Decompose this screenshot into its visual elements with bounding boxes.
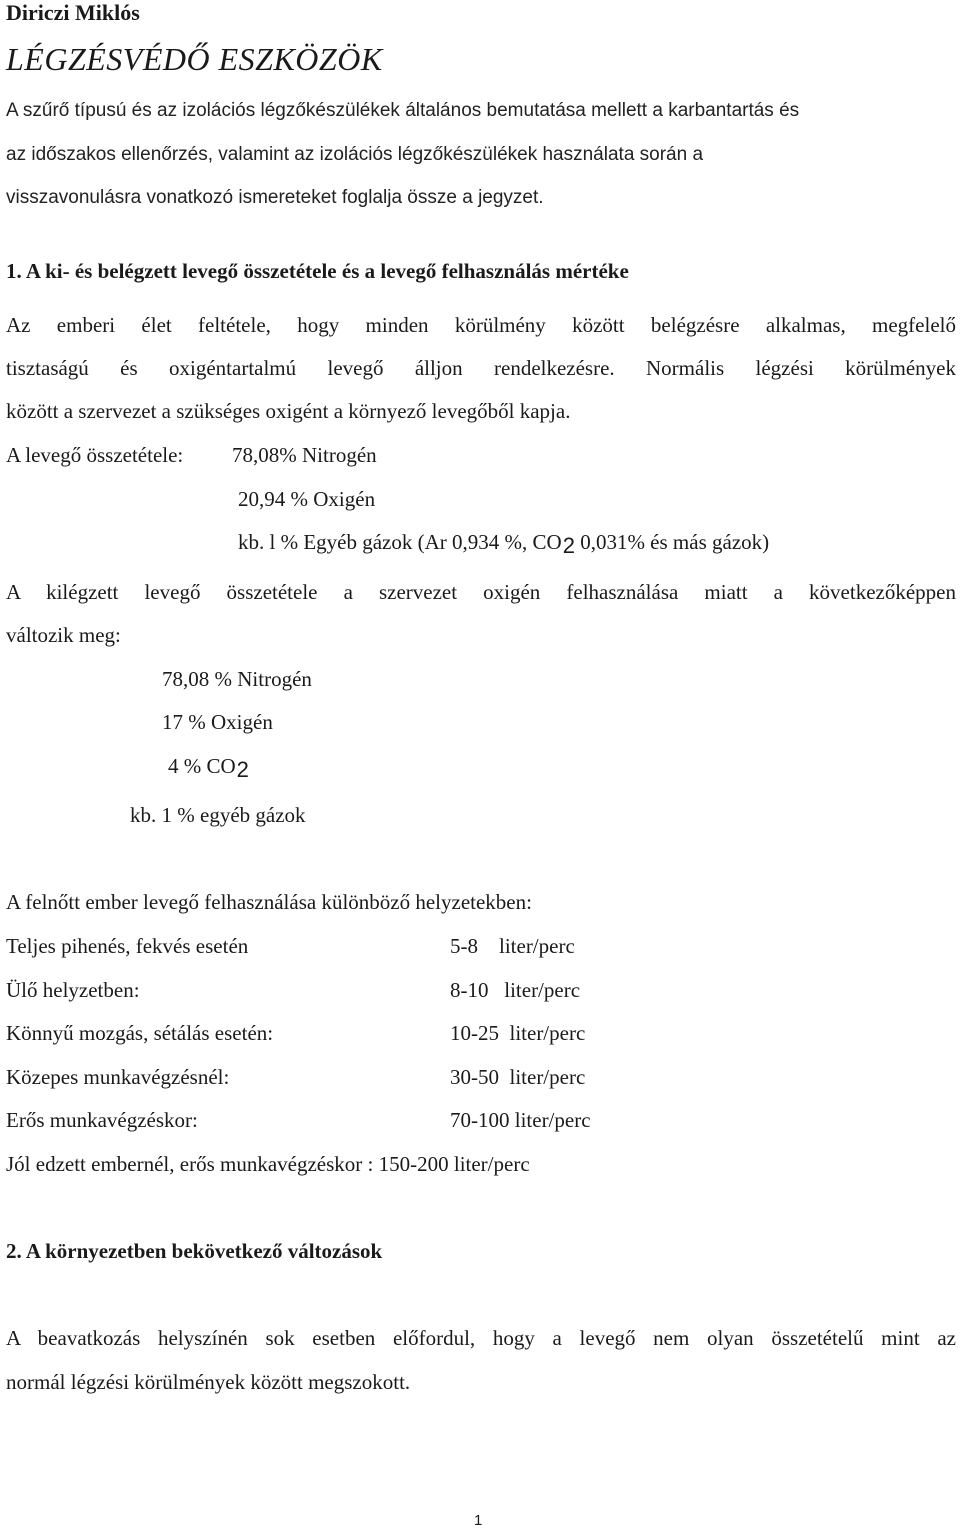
exhaled-oxygen: 17 % Oxigén (162, 710, 273, 734)
intro-line-2: az időszakos ellenőrzés, valamint az izolációs légzőkészülékek használata során a (6, 144, 704, 165)
air-other-post: 0,031% és más gázok) (574, 530, 770, 554)
exhaled-line-1: A kilégzett levegő összetétele a szervezet oxigén felhasználása miatt a következőképpen (6, 580, 956, 604)
exhaled-co2-subscript: 2 (236, 757, 249, 782)
usage-row-label: Teljes pihenés, fekvés esetén (6, 934, 249, 958)
air-oxygen: 20,94 % Oxigén (238, 487, 376, 511)
author-name: Diriczi Miklós (6, 0, 140, 25)
usage-row-value: 10-25 liter/perc (450, 1021, 586, 1045)
usage-row-label: Ülő helyzetben: (6, 978, 140, 1002)
exhaled-co2-pre: 4 % CO (168, 754, 236, 778)
air-nitrogen: 78,08% Nitrogén (232, 443, 377, 467)
usage-row-label: Könnyű mozgás, sétálás esetén: (6, 1021, 274, 1045)
air-composition-label: A levegő összetétele: (6, 443, 184, 467)
intro-line-3: visszavonulásra vonatkozó ismereteket foglalja össze a jegyzet. (6, 187, 544, 208)
air-other-pre: kb. l % Egyéb gázok (Ar 0,934 %, CO (238, 530, 562, 554)
section-1-para-line-2: tisztaságú és oxigéntartalmú levegő álljon rendelkezésre. Normális légzési körülmények (6, 356, 956, 380)
usage-row-label: Közepes munkavégzésnél: (6, 1065, 230, 1089)
exhaled-other: kb. 1 % egyéb gázok (130, 803, 306, 827)
document-title: LÉGZÉSVÉDŐ ESZKÖZÖK (6, 41, 383, 77)
usage-row-value: 70-100 liter/perc (450, 1108, 591, 1132)
usage-row-label: Erős munkavégzéskor: (6, 1108, 198, 1132)
section-2-para-line-2: normál légzési körülmények között megszokott. (6, 1370, 411, 1394)
exhaled-line-2: változik meg: (6, 623, 121, 647)
exhaled-nitrogen: 78,08 % Nitrogén (162, 667, 312, 691)
exhaled-co2 (168, 753, 249, 783)
usage-row-label: Jól edzett embernél, erős munkavégzéskor : 150-200 liter/perc (6, 1152, 530, 1176)
air-co2-subscript: 2 (562, 533, 575, 558)
section-1-para-line-1: Az emberi élet feltétele, hogy minden körülmény között belégzésre alkalmas, megfelelő (6, 313, 956, 337)
usage-intro: A felnőtt ember levegő felhasználása különböző helyzetekben: (6, 890, 532, 914)
usage-row-value: 8-10 liter/perc (450, 978, 581, 1002)
section-2-para-line-1: A beavatkozás helyszínén sok esetben előfordul, hogy a levegő nem olyan összetételű mint az (6, 1326, 956, 1350)
section-2-heading: 2. A környezetben bekövetkező változások (6, 1239, 383, 1263)
section-1-heading: 1. A ki- és belégzett levegő összetétele és a levegő felhasználás mértéke (6, 259, 629, 283)
intro-line-1: A szűrő típusú és az izolációs légzőkészülékek általános bemutatása mellett a karbantartás és (6, 100, 800, 121)
air-other-gases (238, 529, 769, 559)
usage-row-value: 5-8 liter/perc (450, 934, 575, 958)
section-1-para-line-3: között a szervezet a szükséges oxigént a környező levegőből kapja. (6, 399, 571, 423)
usage-row-value: 30-50 liter/perc (450, 1065, 586, 1089)
page-number: 1 (474, 1512, 483, 1529)
